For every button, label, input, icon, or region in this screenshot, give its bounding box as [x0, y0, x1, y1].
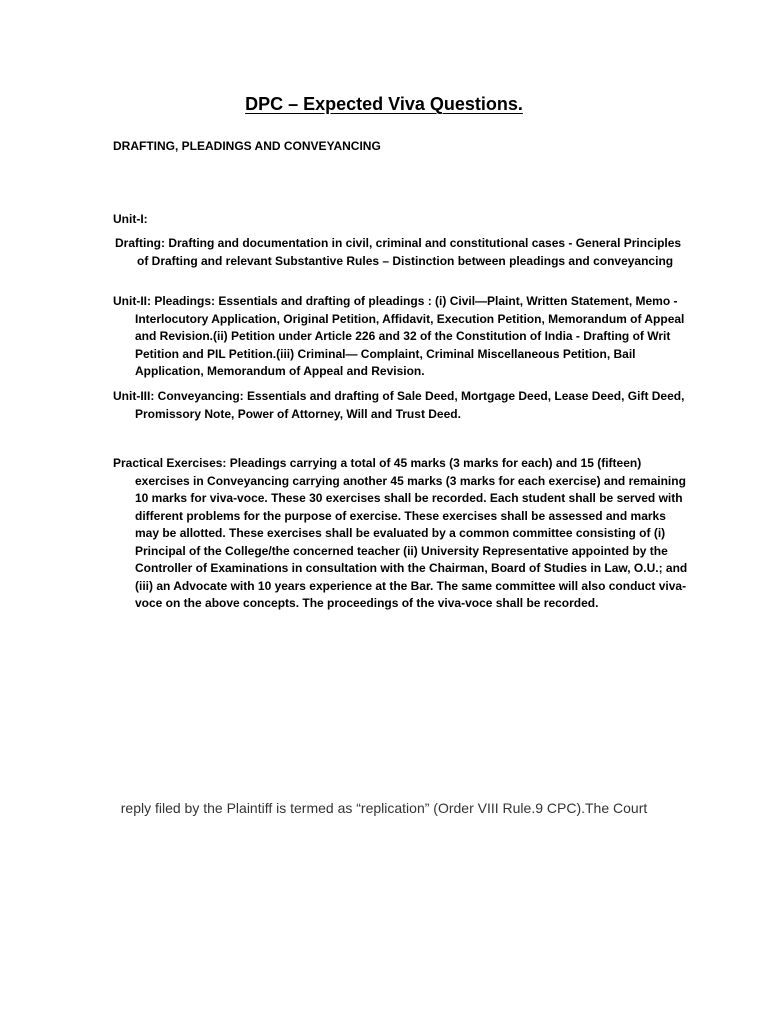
footer-text: reply filed by the Plaintiff is termed as “replication” (Order VIII Rule.9 CPC).The Court [120, 800, 648, 816]
unit2-paragraph: Unit-II: Pleadings: Essentials and drafting of pleadings : (i) Civil—Plaint, Written Statement, Memo - Interlocutory Application, Original Petition, Affidavit, Execution Petition, Memorandum of Appeal and Revision.(ii) Petition under Article 226 and 32 of the Constitution of India - Drafting of Writ Petition and PIL Petition.(iii) Criminal— Complaint, Criminal Miscellaneous Petition, Bail Application, Memorandum of Appeal and Revision. [113, 294, 685, 378]
unit1-heading: Unit-I: [113, 212, 148, 226]
unit1-paragraph: Drafting: Drafting and documentation in civil, criminal and constitutional cases - General Principles of Drafting and relevant Substantive Rules – Distinction between pleadings and conveyancing [115, 236, 682, 268]
document-title: DPC – Expected Viva Questions. [245, 94, 523, 114]
unit3-paragraph: Unit-III: Conveyancing: Essentials and drafting of Sale Deed, Mortgage Deed, Lease Deed, Gift Deed, Promissory Note, Power of Attorney, Will and Trust Deed. [113, 389, 685, 421]
practical-exercises-paragraph: Practical Exercises: Pleadings carrying a total of 45 marks (3 marks for each) and 15 (fifteen) exercises in Conveyancing carrying another 45 marks (3 marks for each exercise) and remaining 10 marks for viva-voce. These 30 exercises shall be recorded. Each student shall be served with different problems for the purpose of exercise. These exercises shall be assessed and marks may be allotted. These exercises shall be evaluated by a common committee consisting of (i) Principal of the College/the concerned teacher (ii) University Representative appointed by the Controller of Examinations in consultation with the Chairman, Board of Studies in Law, O.U.; and (iii) an Advocate with 10 years experience at the Bar. The same committee will also conduct viva-voce on the above concepts. The proceedings of the viva-voce shall be recorded. [113, 456, 688, 610]
document-subtitle: DRAFTING, PLEADINGS AND CONVEYANCING [113, 139, 381, 153]
